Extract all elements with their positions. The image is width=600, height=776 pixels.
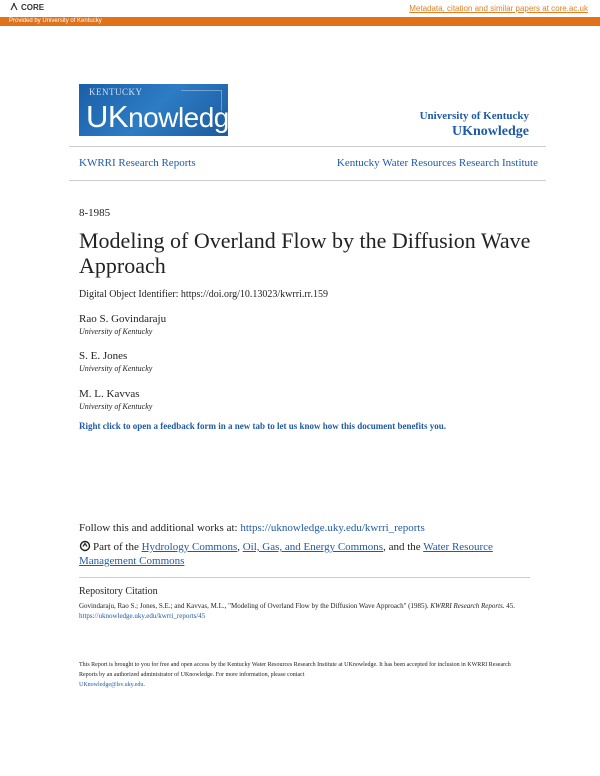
institute-link[interactable]: Kentucky Water Resources Research Institute — [336, 157, 538, 169]
divider-top — [69, 146, 546, 147]
author-affiliation: University of Kentucky — [79, 364, 153, 373]
publication-date: 8-1985 — [79, 207, 111, 219]
author-affiliation: University of Kentucky — [79, 402, 153, 411]
core-metadata-link[interactable]: Metadata, citation and similar papers at core.ac.uk — [409, 4, 588, 13]
part-of-prefix: Part of the — [93, 541, 142, 553]
citation-text: Govindaraju, Rao S.; Jones, S.E.; and Kavvas, M.L., "Modeling of Overland Flow by the Diffusion Wave Approach" (1985). — [79, 602, 431, 610]
author-name: S. E. Jones — [79, 350, 128, 362]
part-of-line — [79, 540, 519, 568]
institution-name: University of Kentucky — [419, 110, 529, 122]
repository-citation — [79, 601, 519, 621]
separator-1: , — [237, 541, 243, 553]
hydrology-commons-link[interactable]: Hydrology Commons — [141, 541, 238, 553]
logo-wordmark — [86, 99, 244, 135]
author-affiliation: University of Kentucky — [79, 327, 153, 336]
contact-email-link[interactable]: UKnowledge@lsv.uky.edu — [79, 682, 144, 688]
core-icon — [9, 2, 19, 12]
core-bar — [0, 0, 600, 17]
author-name: M. L. Kavvas — [79, 388, 140, 400]
feedback-link[interactable]: Right click to open a feedback form in a new tab to let us know how this document benefits you. — [79, 421, 447, 431]
author-name: Rao S. Govindaraju — [79, 313, 167, 325]
provided-by-text: Provided by University of Kentucky — [9, 18, 102, 24]
provided-by-bar — [0, 17, 600, 26]
follow-prefix: Follow this and additional works at: — [79, 522, 241, 534]
core-logo — [9, 2, 44, 12]
institution-heading — [420, 110, 529, 140]
core-logo-text: CORE — [21, 2, 45, 12]
separator-2: , and the — [383, 541, 424, 553]
repository-citation-heading: Repository Citation — [79, 586, 158, 597]
follow-line — [79, 522, 425, 534]
follow-link[interactable]: https://uknowledge.uky.edu/kwrri_reports — [240, 522, 425, 534]
footer-text: This Report is brought to you for free and open access by the Kentucky Water Resources Research Institute at UKnowledge. It has been accepted for inclusion in KWRRI Research Reports by an authorized administrator of UKnowledge. For more information, please contact — [79, 662, 511, 678]
doi-text: Digital Object Identifier: https://doi.org/10.13023/kwrri.rr.159 — [79, 289, 328, 300]
uknowledge-logo[interactable] — [79, 84, 244, 136]
citation-url[interactable]: https://uknowledge.uky.edu/kwrri_reports/45 — [79, 612, 206, 620]
logo-kentucky-text: KENTUCKY — [89, 87, 143, 97]
repository-name: UKnowledge — [452, 124, 529, 139]
citation-series: KWRRI Research Reports — [430, 602, 503, 610]
divider-nav — [69, 180, 546, 181]
footer-notice — [79, 660, 519, 690]
logo-uk-letters: UK — [86, 99, 129, 134]
oil-gas-energy-commons-link[interactable]: Oil, Gas, and Energy Commons — [242, 541, 384, 553]
footer-end: . — [143, 682, 145, 688]
divider-citation — [79, 577, 530, 578]
logo-rest-letters: nowledge — [128, 102, 244, 133]
citation-number: . 45. — [502, 602, 516, 610]
document-title: Modeling of Overland Flow by the Diffusion Wave Approach — [79, 228, 531, 278]
open-access-icon — [79, 540, 91, 552]
series-link[interactable]: KWRRI Research Reports — [79, 157, 196, 169]
water-resource-commons-link[interactable]: Water Resource Management Commons — [79, 541, 493, 567]
